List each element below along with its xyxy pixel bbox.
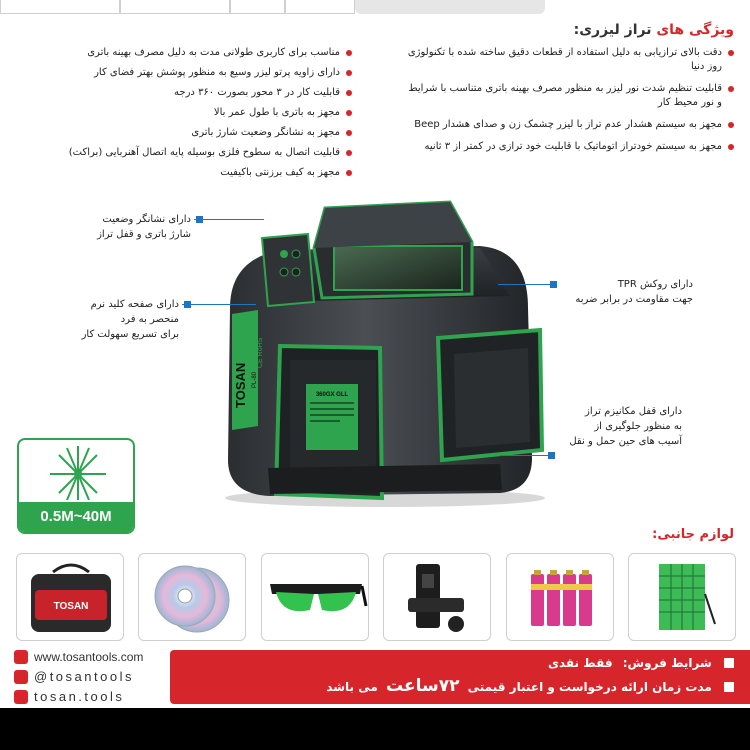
callout-lock-mechanism: دارای قفل مکانیزم تراز به منظور جلوگیری از آسیب های حین حمل و نقل [532, 404, 682, 449]
feature-item: مجهز به باتری با طول عمر بالا [22, 106, 352, 120]
laser-burst-icon [19, 440, 135, 506]
feature-item: مجهز به کیف برزنتی باکیفیت [22, 166, 352, 180]
top-frame-strip [0, 0, 750, 16]
contact-website[interactable]: www.tosantools.com [14, 648, 174, 666]
model-label: PL-80 [252, 371, 258, 388]
accessory-glasses [261, 553, 369, 641]
callout-keypad: دارای صفحه کلید نرم منحصر به فرد برای تسریع سهولت کار [44, 297, 179, 342]
feature-item: مجهز به نشانگر وضعیت شارژ باتری [22, 126, 352, 140]
target-plate-icon [629, 554, 736, 641]
bag-brand-label: TOSAN [53, 601, 89, 612]
feature-item: مجهز به سیستم هشدار عدم تراز با لیزر چشمک زن و صدای هشدار Beep [404, 118, 734, 132]
features-title: ویژگی های تراز لیزری: [573, 22, 734, 38]
brand-label: TOSAN [233, 362, 248, 408]
feature-item: دارای زاویه پرتو لیزر وسیع به منظور پوشش بهتر فضای کار [22, 66, 352, 80]
accessory-target-plate [628, 553, 736, 641]
sale-terms-line-1: شرایط فروش: فقط نقدی [548, 656, 734, 670]
accessories-title: لوازم جانبی: [652, 527, 734, 542]
contact-telegram[interactable]: @tosantools [14, 668, 174, 686]
accessory-batteries [506, 553, 614, 641]
instagram-icon [14, 690, 28, 704]
accessory-cd [138, 553, 246, 641]
checkbox-icon [724, 682, 734, 692]
feature-item: قابلیت اتصال به سطوح فلزی بوسیله پایه اتصال آهنربایی (براکت) [22, 146, 352, 160]
disc-icon [139, 554, 246, 641]
batteries-icon [507, 554, 614, 641]
range-label: 0.5M~40M [19, 502, 133, 532]
contact-instagram[interactable]: tosan.tools [14, 688, 174, 706]
feature-item: قابلیت تنظیم شدت نور لیزر به منظور مصرف بهینه باتری متناسب با شرایط و نور محیط کار [404, 82, 734, 110]
cert-label: CE RoHS [257, 337, 264, 368]
laser-level-device [210, 198, 550, 508]
sale-terms-bar [170, 650, 750, 704]
features-list-right [404, 46, 734, 162]
front-label: 360GX GLL [315, 392, 349, 398]
web-icon [14, 650, 28, 664]
feature-item: دقت بالای ترازیابی به دلیل استفاده از قطعات دقیق ساخته شده با تکنولوژی روز دنیا [404, 46, 734, 74]
footer-black-band [0, 708, 750, 750]
accessory-bracket [383, 553, 491, 641]
accessory-bag [16, 553, 124, 641]
checkbox-icon [724, 658, 734, 668]
bag-icon [17, 554, 124, 641]
features-list-left [22, 46, 352, 186]
magnetic-bracket-icon [384, 554, 491, 641]
callout-battery-indicator: دارای نشانگر وضعیت شارژ باتری و قفل تراز [56, 212, 191, 242]
sale-terms-line-2: مدت زمان ارائه درخواست و اعتبار قیمتی ۷۲ساعت می باشد [326, 676, 734, 696]
feature-item: قابلیت کار در ۳ محور بصورت ۳۶۰ درجه [22, 86, 352, 100]
safety-glasses-icon [262, 554, 369, 641]
range-badge [17, 438, 135, 534]
feature-item: مناسب برای کاربری طولانی مدت به دلیل مصرف بهینه باتری [22, 46, 352, 60]
contact-list [14, 648, 174, 708]
callout-tpr-cover: دارای روکش TPR جهت مقاومت در برابر ضربه [538, 277, 693, 307]
telegram-icon [14, 670, 28, 684]
feature-item: مجهز به سیستم خودتراز اتوماتیک با قابلیت خود ترازی در کمتر از ۳ ثانیه [404, 140, 734, 154]
